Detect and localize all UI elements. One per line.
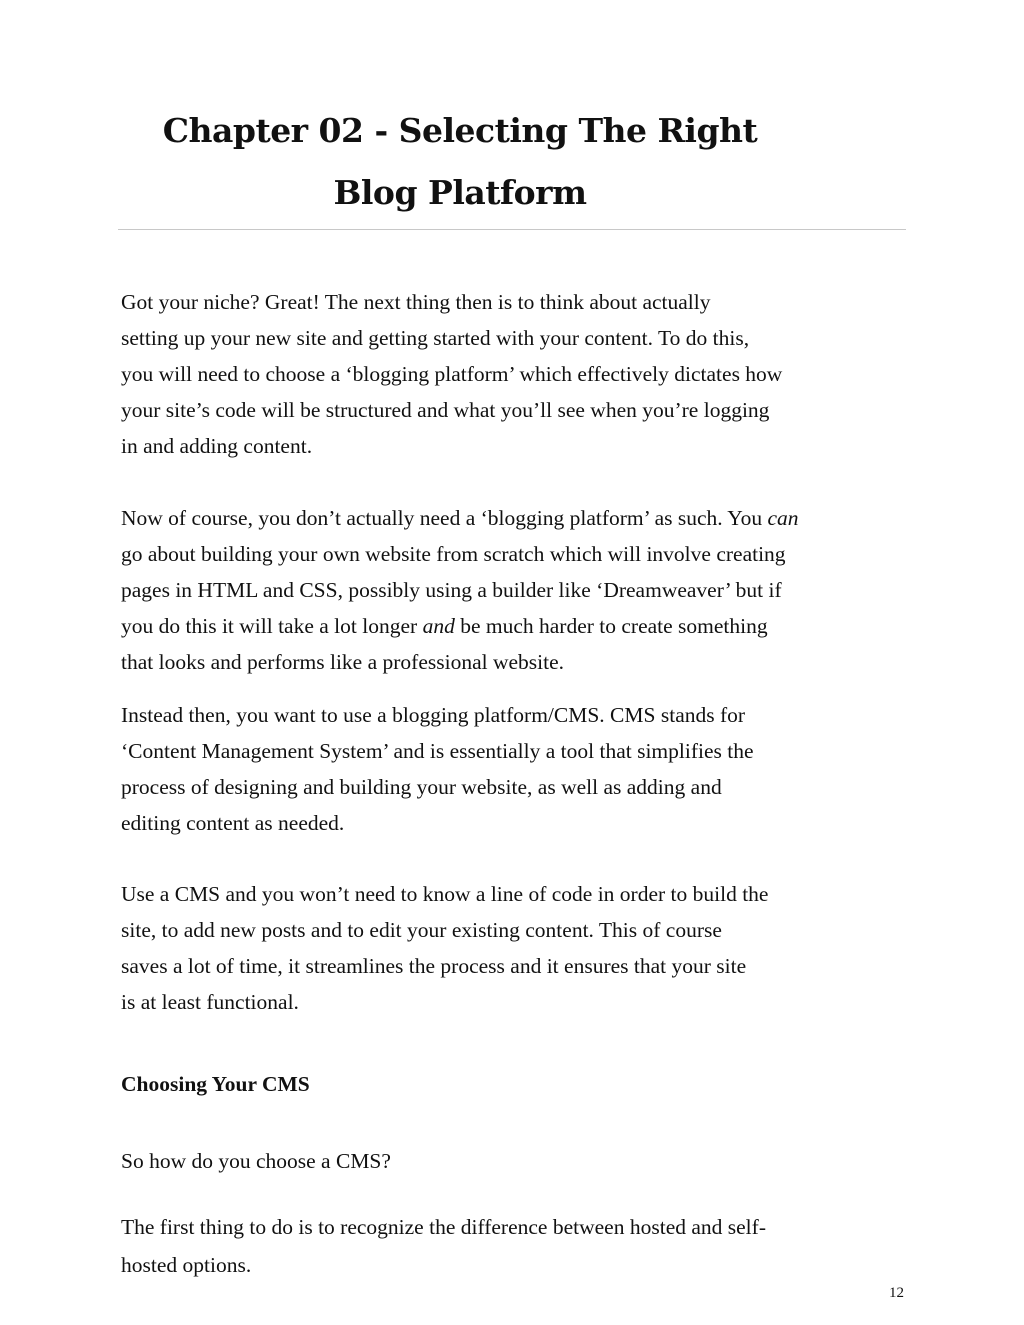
text-line: Got your niche? Great! The next thing then is to think about actually bbox=[121, 290, 711, 314]
text-segment: Now of course, you don’t actually need a ‘blogging platform’ as such. You bbox=[121, 506, 768, 530]
text-line: Use a CMS and you won’t need to know a line of code in order to build the bbox=[121, 882, 769, 906]
text-line: saves a lot of time, it streamlines the process and it ensures that your site bbox=[121, 954, 747, 978]
emphasis-text: can bbox=[767, 506, 799, 530]
text-line: ‘Content Management System’ and is essentially a tool that simplifies the bbox=[121, 739, 754, 763]
text-segment: you do this it will take a lot longer bbox=[121, 614, 423, 638]
paragraph-cms-definition bbox=[121, 697, 911, 841]
text-line: in and adding content. bbox=[121, 434, 313, 458]
paragraph-intro bbox=[121, 284, 911, 464]
chapter-title-line-1: Chapter 02 - Selecting The Right bbox=[162, 111, 758, 150]
text-line: process of designing and building your website, as well as adding and bbox=[121, 775, 722, 799]
text-line: site, to add new posts and to edit your existing content. This of course bbox=[121, 918, 722, 942]
text-line: Instead then, you want to use a blogging platform/CMS. CMS stands for bbox=[121, 703, 746, 727]
paragraph-question bbox=[121, 1143, 911, 1179]
text-line: you will need to choose a ‘blogging platform’ which effectively dictates how bbox=[121, 362, 783, 386]
text-line bbox=[121, 608, 911, 644]
text-line: hosted options. bbox=[121, 1253, 252, 1277]
page-number: 12 bbox=[889, 1285, 904, 1301]
text-segment: be much harder to create something bbox=[454, 614, 768, 638]
text-line: go about building your own website from scratch which will involve creating bbox=[121, 542, 786, 566]
text-line bbox=[121, 500, 911, 536]
paragraph-cms-benefits bbox=[121, 876, 911, 1020]
chapter-title bbox=[120, 100, 800, 224]
text-line: editing content as needed. bbox=[121, 811, 345, 835]
text-line: your site’s code will be structured and what you’ll see when you’re logging bbox=[121, 398, 770, 422]
text-line: The first thing to do is to recognize the difference between hosted and self- bbox=[121, 1215, 766, 1239]
paragraph-blogging-platform bbox=[121, 500, 911, 680]
title-divider bbox=[118, 229, 906, 230]
text-line: pages in HTML and CSS, possibly using a builder like ‘Dreamweaver’ but if bbox=[121, 578, 782, 602]
text-line: So how do you choose a CMS? bbox=[121, 1149, 391, 1173]
emphasis-text: and bbox=[422, 614, 455, 638]
section-heading: Choosing Your CMS bbox=[121, 1072, 310, 1096]
text-line: setting up your new site and getting started with your content. To do this, bbox=[121, 326, 750, 350]
chapter-title-line-2: Blog Platform bbox=[333, 173, 587, 212]
paragraph-hosted-options bbox=[121, 1208, 911, 1284]
text-line: that looks and performs like a professional website. bbox=[121, 650, 565, 674]
text-line: is at least functional. bbox=[121, 990, 299, 1014]
